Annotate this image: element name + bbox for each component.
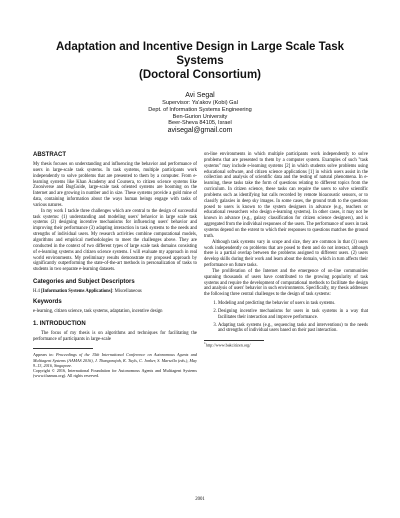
list-item: 1. Modeling and predicting the behavior of users in task systems. [218, 301, 368, 307]
introduction-heading: 1. INTRODUCTION [33, 320, 86, 327]
footnote [204, 341, 368, 348]
right-column [204, 152, 368, 348]
footnote-mark: 1 [204, 341, 206, 346]
abstract-heading: ABSTRACT [33, 152, 66, 158]
categories-bold: [Information Systems Applications] [41, 289, 113, 295]
keywords-text: e-learning, citizen science, task systems, adaptation, incentive design [33, 308, 163, 314]
categories-text [33, 289, 197, 295]
challenges-list [204, 301, 368, 334]
list-item: 3. Adapting task systems (e.g., sequencing tasks and interventions) to the needs and strengths of individual users based on their past interaction. [218, 323, 368, 335]
permission-copyright: Copyright © 2016, International Foundation for Autonomous Agents and Multiagent Systems (www.ifaamas.org). All rights reserved. [33, 368, 197, 379]
intro-paragraph-2: Although task systems vary in scope and size, they are common in that (1) users work independently on problems that are posed to them and do not interact, although there is a partial overlap between the problems assigned to different users. (2) users develop skills during their work and learn about the domain, which in turn affects their performance on future tasks. [204, 239, 368, 269]
categories-heading: Categories and Subject Descriptors [33, 279, 135, 286]
author-block [100, 92, 300, 136]
permission-proceedings: Proceedings of the 15th International Conference on Autonomous Agents and Multiagent Systems (AAMAS 2016), J. Thangarajah, K. Tuyls, C. Jonker, S. Marsella (eds.), May 9–13, 2016, Singapore. [33, 352, 198, 368]
footnote-url[interactable]: http://www.bakcitizen.org/ [205, 342, 251, 348]
intro-paragraph-continued: on-line environments in which multiple participants work independently to solve problems that are presented to them by a computer system. Examples of such "task systems" may include e-learning systems [2] in which students solve problems using educational software, and citizen science applications [1] in which users assist in the collection and analysis of scientific data and the testing of natural phenomena. In e-learning, these tasks take the form of questions relating to different topics from the curriculum. In citizen science, these tasks can require the users to solve scientific problems such as identifying bat calls recorded by remote bioacoustic sensors, or to classify galaxies in deep sky images. In some cases, the ground truth to the questions posed to users is known to the system designers in advance (e.g., teachers or educational researchers who design e-learning systems). In other cases, it may not be known in advance (e.g., galaxy classification for citizen science designers), and is aggregated from the individual responses of the users. The performance of users in task systems depend on the extent to which their responses to questions matches the ground truth. [204, 152, 368, 239]
abstract-paragraph-1: My thesis focuses on understanding and influencing the behavior and performance of users in large-scale task systems. In task systems, multiple participants work independently to solve problems that are presented to them by a computer. From e-learning systems like Khan Academy and Coursera, to citizen science systems like Zooniverse and BugGuide, large-scale task oriented systems are booming on the Internet and are growing in number and in size. These systems provide a gold mine of data, containing information about the ways human beings engage with tasks of various natures. [33, 162, 197, 208]
author-email: avisegal@gmail.com [167, 127, 233, 135]
permission-divider [33, 348, 93, 349]
permission-block [33, 352, 197, 378]
department: Dept. of Information Systems Engineering [148, 106, 252, 113]
abstract-paragraph-2: In my work I tackle three challenges which are central to the design of successful task systems: (1) understanding and modeling users' behavior in large scale task systems (2) designing incentive mechanisms for influencing users' behavior and improving their performance (3) adapting interaction in task systems to the needs and strengths of individual users. My research activities combine computational models, algorithms and empirical methodologies to meet the challenges above. They are conducted in the context of two different types of large scale task domains consisting of e-learning systems and citizen science systems. I will evaluate my approach in real world environments. My preliminary results demonstrate my proposed approach by significantly outperforming the state-of-the-art methods in personalization of tasks to students in two separate e-learning datasets. [33, 208, 197, 273]
supervisor: Supervisor: Ya'akov (Kobi) Gal [162, 100, 238, 106]
title-line-3: (Doctoral Consortium) [138, 69, 262, 81]
categories-rest: : Miscellaneous [112, 289, 142, 295]
title-line-2: Systems [176, 55, 224, 67]
keywords-heading: Keywords [33, 298, 62, 305]
categories-code: H.4 [33, 289, 42, 295]
paper-title [40, 40, 360, 82]
university: Ben-Gurion University [172, 113, 228, 120]
title-line-1: Adaptation and Incentive Design in Large Scale Task [56, 41, 344, 53]
author-name: Avi Segal [185, 92, 215, 99]
page-number: 2001 [195, 497, 205, 502]
city: Beer-Sheva 84105, Israel [168, 120, 232, 127]
intro-paragraph-3: The proliferation of the Internet and the emergence of on-line communities spanning thousands of users have contributed to the growing popularity of task systems and require the development of computational methods to facilitate the design and analysis of users' behavior in such environments. Specifically, my thesis addresses the following three central challenges to the design of task systems: [204, 268, 368, 298]
list-item: 2. Designing incentive mechanisms for users in task systems in a way that facilitates their interaction and improve performance. [218, 309, 368, 321]
introduction-paragraph-1: The focus of my thesis is on algorithms and techniques for facilitating the performance of participants in large-scale [33, 330, 197, 342]
left-column [33, 152, 197, 378]
permission-prefix: Appears in: [33, 352, 56, 358]
